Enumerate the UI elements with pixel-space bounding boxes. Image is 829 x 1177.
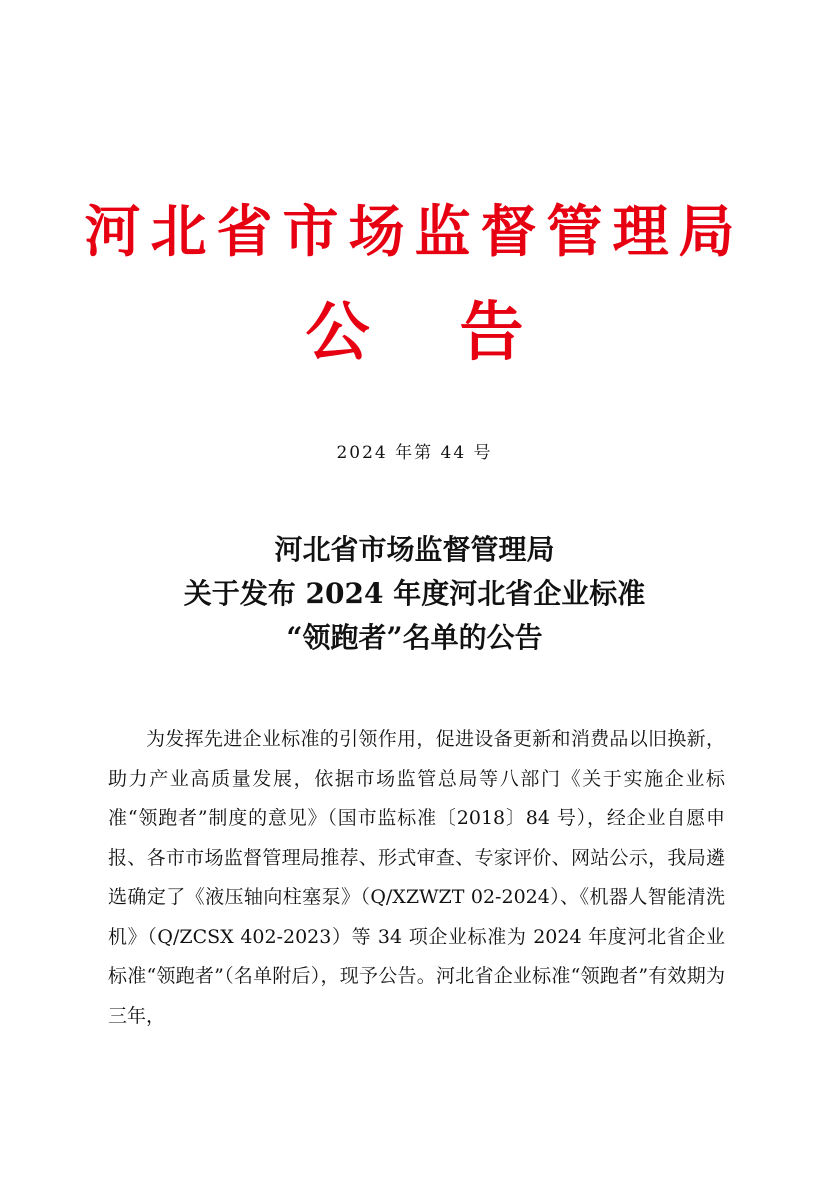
notice-label-left: 公: [305, 295, 370, 370]
notice-label-right: 告: [459, 295, 524, 370]
heading-line-1: 河北省市场监督管理局: [274, 533, 555, 566]
issuer-title: 河北省市场监督管理局: [84, 199, 745, 265]
heading-line-2: 关于发布 2024 年度河北省企业标准: [183, 577, 646, 610]
document-number: 2024 年第 44 号: [336, 443, 493, 463]
body-paragraph: 为发挥先进企业标准的引领作用，促进设备更新和消费品以旧换新，助力产业高质量发展，依据市场监管总局等八部门《关于实施企业标准“领跑者”制度的意见》（国市监标准〔2018〕84 号），经企业自愿申报、各市市场监督管理局推荐、形式审查、专家评价、网站公示，我局遴选确定了《液压轴向柱塞泵》（Q/XZWZT 02-2024）、《机器人智能清洗机》（Q/ZCSX 402-2023）等 34 项企业标准为 2024 年度河北省企业标准“领跑者”（名单附后），现予公告。河北省企业标准“领跑者”有效期为三年，: [108, 728, 725, 1027]
notice-label: [0, 295, 829, 371]
heading-line-3: “领跑者”名单的公告: [286, 621, 543, 654]
document-heading: [60, 528, 769, 660]
